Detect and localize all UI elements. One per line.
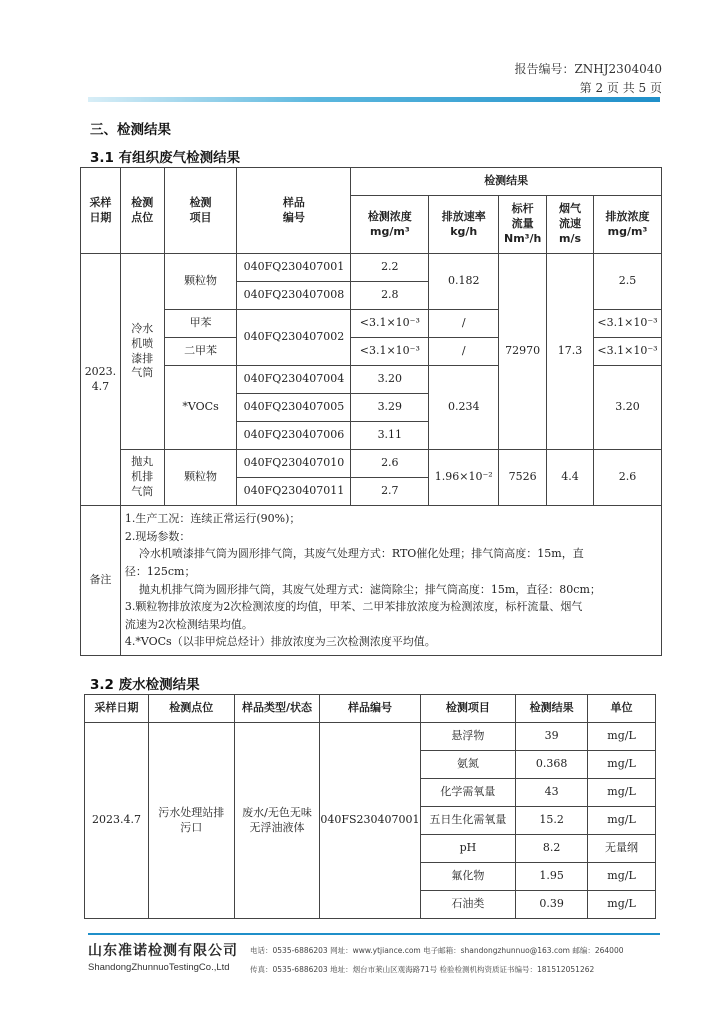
cell-conc: 2.8 [351,282,429,310]
cell-date: 2023.4.7 [85,723,149,919]
cell-emis: 2.6 [593,450,661,506]
cell-emis: 3.20 [593,366,661,450]
col-point: 检测 点位 [120,168,164,254]
header-divider [88,97,660,102]
remark-line: 4.*VOCs（以非甲烷总烃计）排放浓度为三次检测浓度平均值。 [124,635,436,649]
cell-sample: 040FQ230407004 [237,366,351,394]
gas-results-table [80,167,662,656]
cell-conc: 2.2 [351,254,429,282]
cell-result: 1.95 [516,863,588,891]
cell-item: 甲苯 [164,310,237,338]
water-results-table [84,694,656,919]
col-results: 检测结果 [351,168,662,196]
section-title: 三、检测结果 [90,122,171,138]
cell-sample: 040FQ230407008 [237,282,351,310]
subsection-title-water: 3.2 废水检测结果 [90,677,200,693]
cell-sample: 040FQ230407006 [237,422,351,450]
cell-sample: 040FQ230407011 [237,478,351,506]
remark-line: 径：125cm； [124,564,196,578]
cell-rate: / [429,310,499,338]
cell-sample: 040FQ230407010 [237,450,351,478]
cell-type: 废水/无色无味 无浮油液体 [234,723,320,919]
cell-flow: 7526 [499,450,547,506]
remark-line: 流速为2次检测结果均值。 [124,617,253,631]
cell-emis: <3.1×10⁻³ [593,338,661,366]
cell-item: 悬浮物 [420,723,516,751]
cell-conc: 3.20 [351,366,429,394]
cell-rate: 0.182 [429,254,499,310]
cell-rate: / [429,338,499,366]
cell-item: 石油类 [420,891,516,919]
cell-item: 二甲苯 [164,338,237,366]
cell-unit: mg/L [588,723,656,751]
remark-line: 2.现场参数： [124,529,191,543]
cell-item: 颗粒物 [164,254,237,310]
cell-item: 颗粒物 [164,450,237,506]
cell-item: 化学需氧量 [420,779,516,807]
cell-conc: 3.29 [351,394,429,422]
cell-unit: mg/L [588,863,656,891]
col-result: 检测结果 [516,695,588,723]
col-sample: 样品 编号 [237,168,351,254]
cell-unit: mg/L [588,891,656,919]
cell-result: 43 [516,779,588,807]
cell-unit: mg/L [588,751,656,779]
cell-conc: 3.11 [351,422,429,450]
cell-conc: <3.1×10⁻³ [351,338,429,366]
col-item: 检测项目 [420,695,516,723]
cell-rate: 0.234 [429,366,499,450]
cell-item: 氟化物 [420,863,516,891]
col-conc: 检测浓度 mg/m³ [351,196,429,254]
cell-rate: 1.96×10⁻² [429,450,499,506]
cell-conc: <3.1×10⁻³ [351,310,429,338]
cell-item: pH [420,835,516,863]
cell-sample: 040FQ230407005 [237,394,351,422]
col-emis: 排放浓度 mg/m³ [593,196,661,254]
col-date: 采样 日期 [81,168,121,254]
contact-line-1: 电话：0535-6886203 网址：www.ytjiance.com 电子邮箱：shandongzhunnuo@163.com 邮编：264000 [250,946,624,955]
remark-line: 1.生产工况：连续正常运行(90%)； [124,512,301,526]
cell-result: 0.39 [516,891,588,919]
cell-speed: 4.4 [547,450,594,506]
cell-result: 15.2 [516,807,588,835]
col-sample: 样品编号 [320,695,420,723]
cell-unit: 无量纲 [588,835,656,863]
col-date: 采样日期 [85,695,149,723]
cell-point: 污水处理站排 污口 [148,723,234,919]
cell-emis: <3.1×10⁻³ [593,310,661,338]
cell-conc: 2.7 [351,478,429,506]
company-name-en: ShandongZhunnuoTestingCo.,Ltd [88,962,230,973]
col-rate: 排放速率 kg/h [429,196,499,254]
cell-unit: mg/L [588,807,656,835]
company-name: 山东准诺检测有限公司 [88,943,238,959]
col-item: 检测 项目 [164,168,237,254]
col-type: 样品类型/状态 [234,695,320,723]
page-indicator: 第 2 页 共 5 页 [579,81,662,95]
cell-item: *VOCs [164,366,237,450]
report-number: 报告编号：ZNHJ2304040 [514,62,662,76]
cell-result: 39 [516,723,588,751]
cell-emis: 2.5 [593,254,661,310]
subsection-title-gas: 3.1 有组织废气检测结果 [90,150,241,166]
footer-divider [88,933,660,935]
cell-result: 8.2 [516,835,588,863]
cell-unit: mg/L [588,779,656,807]
cell-speed: 17.3 [547,254,594,450]
remark-line: 抛丸机排气筒为圆形排气筒，其废气处理方式：滤筒除尘；排气筒高度：15m，直径：80cm； [124,582,601,596]
cell-point-2: 抛丸 机排 气筒 [120,450,164,506]
remark-line: 3.颗粒物排放浓度为2次检测浓度的均值，甲苯、二甲苯排放浓度为检测浓度，标杆流量、烟气 [124,600,583,614]
cell-item: 五日生化需氧量 [420,807,516,835]
remark-line: 冷水机喷漆排气筒为圆形排气筒，其废气处理方式：RTO催化处理；排气筒高度：15m，直 [124,547,584,561]
cell-date: 2023. 4.7 [81,254,121,506]
cell-conc: 2.6 [351,450,429,478]
cell-result: 0.368 [516,751,588,779]
cell-sample: 040FQ230407001 [237,254,351,282]
cell-sample: 040FQ230407002 [237,310,351,366]
remark-content [120,506,661,656]
cell-flow: 72970 [499,254,547,450]
cell-item: 氨氮 [420,751,516,779]
col-speed: 烟气 流速 m/s [547,196,594,254]
col-unit: 单位 [588,695,656,723]
contact-line-2: 传真：0535-6886203 地址：烟台市莱山区观海路71号 检验检测机构资质证书编号：181512051262 [250,965,595,974]
cell-sample: 040FS230407001 [320,723,420,919]
cell-point-1: 冷水 机喷 漆排 气筒 [120,254,164,450]
remark-label: 备注 [81,506,121,656]
col-flow: 标杆 流量 Nm³/h [499,196,547,254]
col-point: 检测点位 [148,695,234,723]
